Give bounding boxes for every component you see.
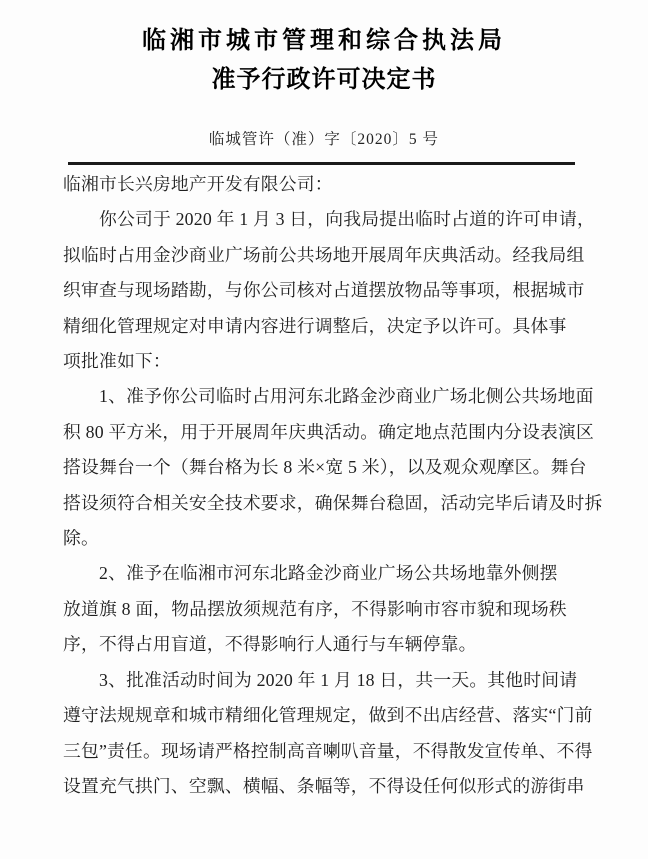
body-line: 拟临时占用金沙商业广场前公共场地开展周年庆典活动。经我局组 [63, 244, 585, 265]
paragraph-recipient [63, 167, 608, 202]
paragraph-intro [63, 202, 608, 379]
document-body [63, 167, 608, 804]
body-line: 织审查与现场踏勘，与你公司核对占道摆放物品等事项，根据城市 [63, 280, 585, 301]
body-line: 3、批准活动时间为 2020 年 1 月 18 日，共一天。其他时间请 [99, 669, 578, 690]
body-line: 搭设须符合相关安全技术要求，确保舞台稳固，活动完毕后请及时拆 [63, 492, 603, 513]
document-title: 临湘市城市管理和综合执法局 [142, 27, 506, 54]
body-line: 搭设舞台一个（舞台格为长 8 米×宽 5 米），以及观众观摩区。舞台 [63, 457, 587, 478]
body-line: 设置充气拱门、空飘、横幅、条幅等，不得设任何似形式的游街串 [63, 775, 585, 796]
body-line: 项批准如下： [63, 351, 171, 372]
document-header [0, 0, 648, 150]
body-line: 遵守法规规章和城市精细化管理规定，做到不出店经营、落实“门前 [63, 705, 593, 726]
body-line: 积 80 平方米，用于开展周年庆典活动。确定地点范围内分设表演区 [63, 421, 594, 442]
paragraph-item-3 [63, 663, 608, 805]
header-divider [68, 162, 575, 165]
body-line: 除。 [63, 528, 99, 549]
body-line: 放道旗 8 面，物品摆放须规范有序，不得影响市容市貌和现场秩 [63, 598, 567, 619]
paragraph-item-2 [63, 556, 608, 662]
document-number: 临城管许（准）字〔2020〕5 号 [208, 131, 440, 148]
body-line: 精细化管理规定对申请内容进行调整后，决定予以许可。具体事 [63, 315, 567, 336]
recipient-line: 临湘市长兴房地产开发有限公司： [63, 174, 333, 194]
body-line: 三包”责任。现场请严格控制高音喇叭音量，不得散发宣传单、不得 [63, 740, 593, 761]
body-line: 2、准予在临湘市河东北路金沙商业广场公共场地靠外侧摆 [99, 563, 558, 584]
document-subtitle: 准予行政许可决定书 [211, 66, 437, 93]
paragraph-item-1 [63, 379, 608, 556]
body-line: 1、准予你公司临时占用河东北路金沙商业广场北侧公共场地面 [99, 386, 594, 407]
body-line: 你公司于 2020 年 1 月 3 日，向我局提出临时占道的许可申请， [99, 209, 595, 230]
body-line: 序，不得占用盲道，不得影响行人通行与车辆停靠。 [63, 634, 477, 655]
